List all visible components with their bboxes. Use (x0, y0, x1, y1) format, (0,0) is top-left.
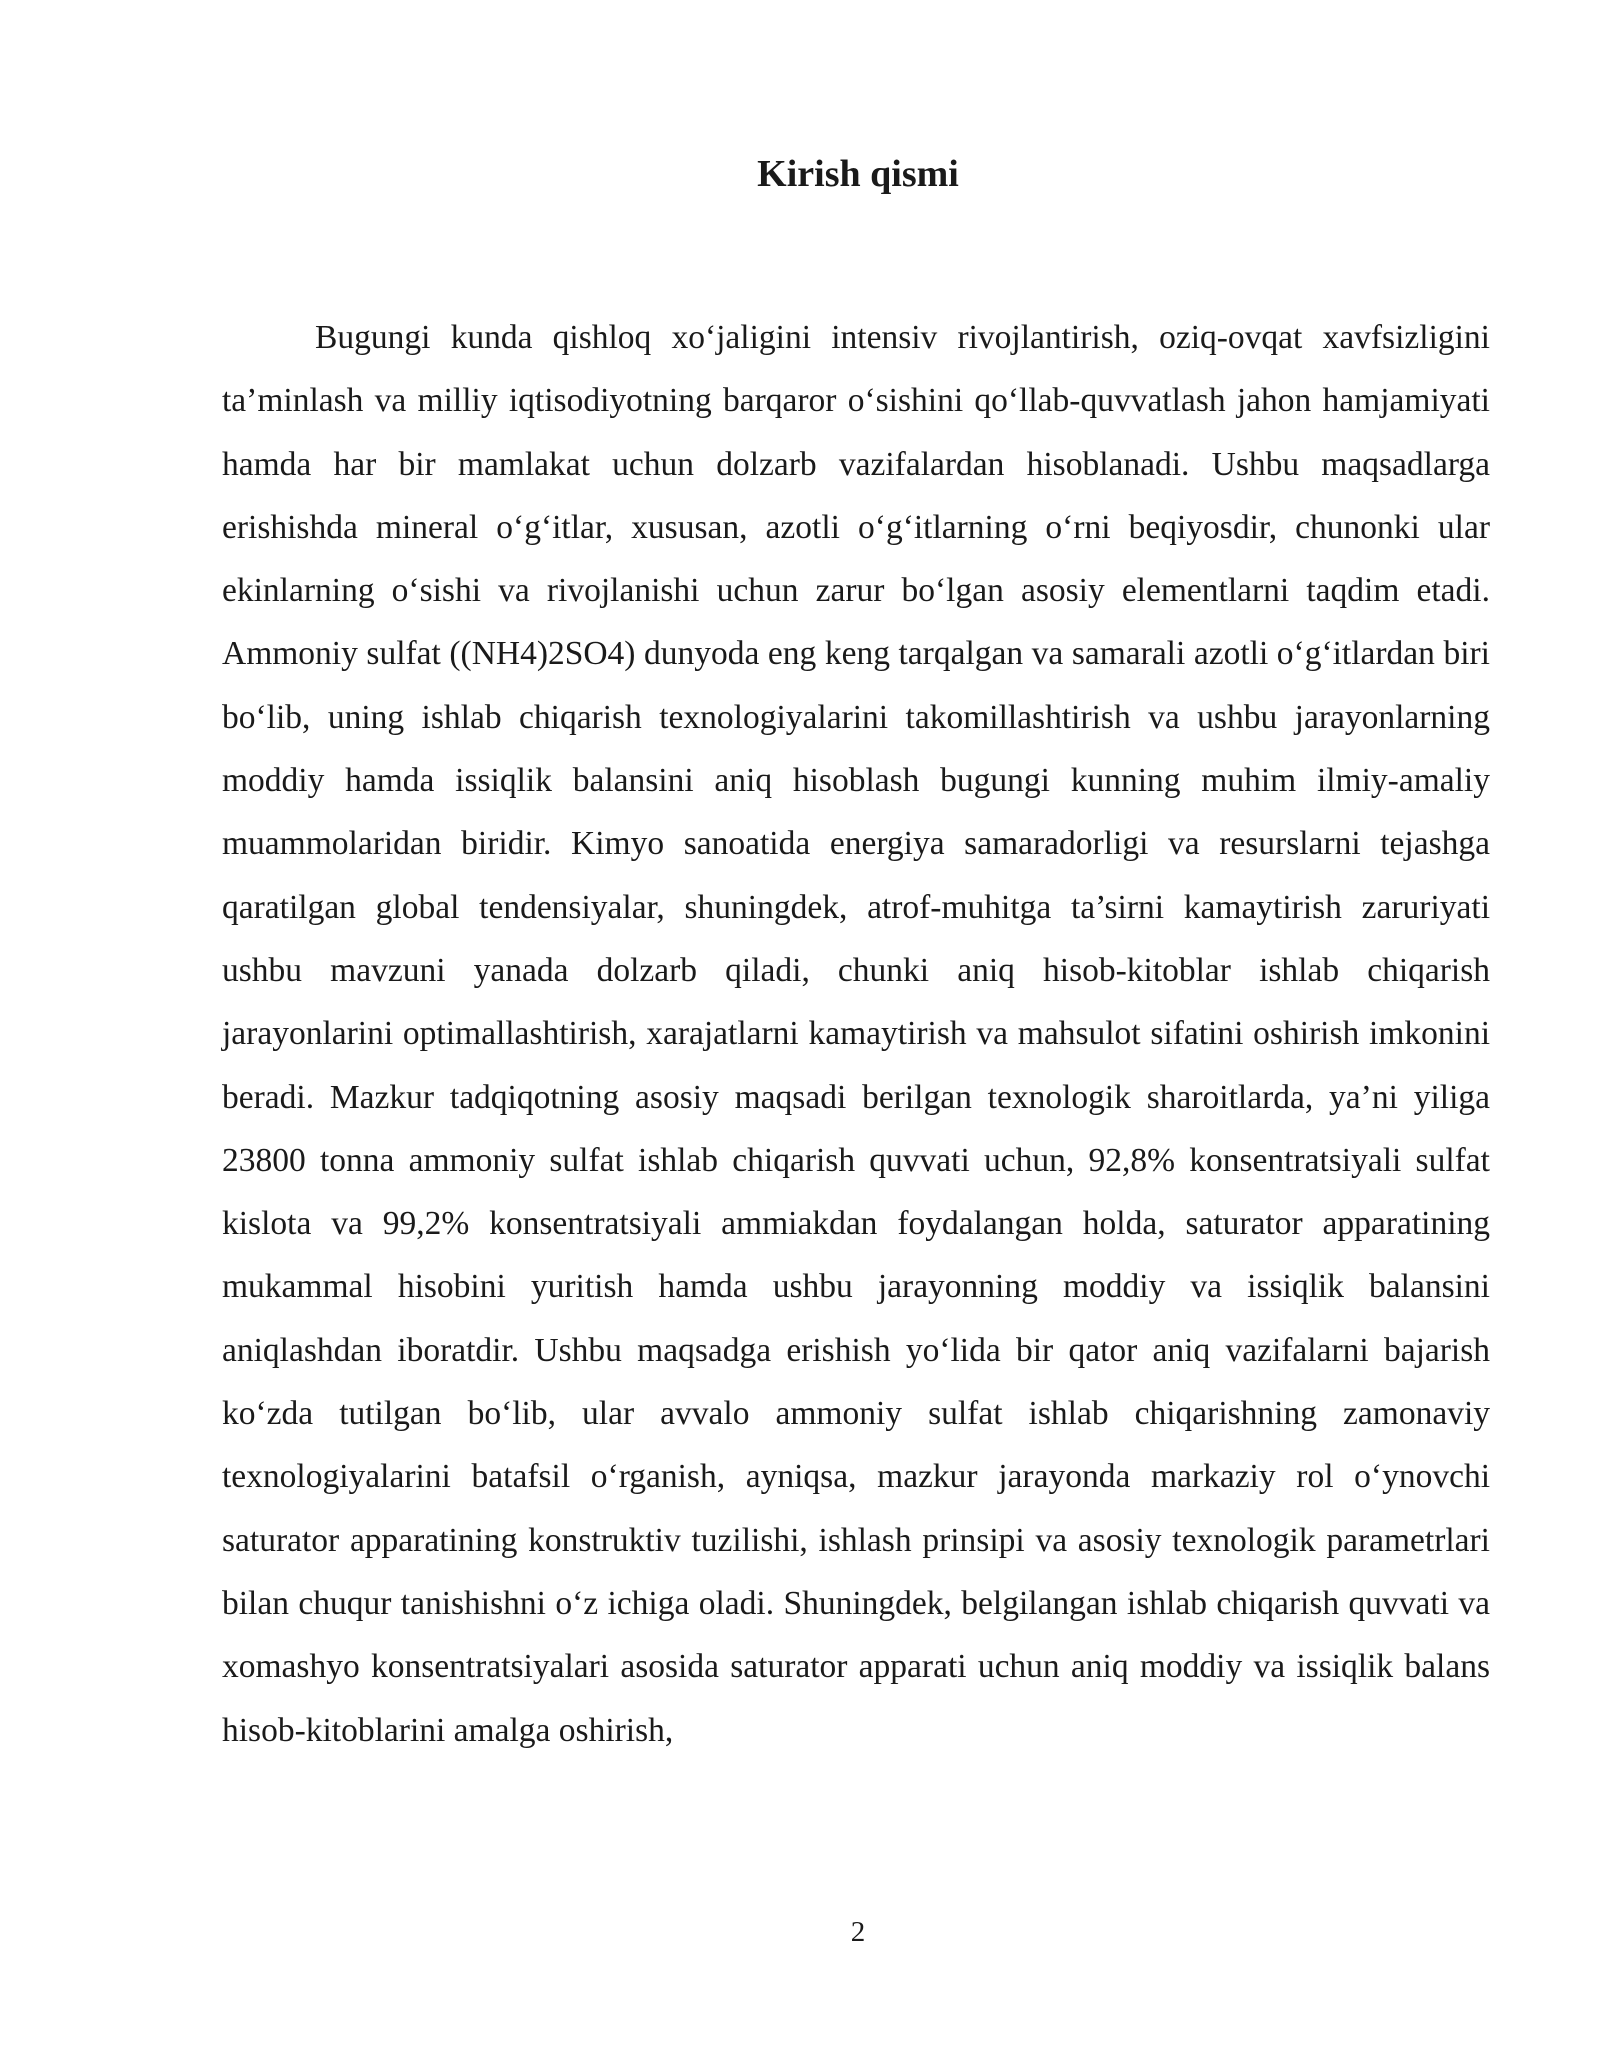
page-title: Kirish qismi (757, 153, 959, 195)
paragraph: Bugungi kunda qishloq xo‘jaligini intensiv rivojlantirish, oziq-ovqat xavfsizligini ta’minlash va milliy iqtisodiyotning barqaror o‘sishini qo‘llab-quvvatlash jahon hamjamiyati hamda har bir mamlakat uchun dolzarb vazifalardan hisoblanadi. Ushbu maqsadlarga erishishda mineral o‘g‘itlar, xususan, azotli o‘g‘itlarning o‘rni beqiyosdir, chunonki ular ekinlarning o‘sishi va rivojlanishi uchun zarur bo‘lgan asosiy elementlarni taqdim etadi. Ammoniy sulfat ((NH4)2SO4) dunyoda eng keng tarqalgan va samarali azotli o‘g‘itlardan biri bo‘lib, uning ishlab chiqarish texnologiyalarini takomillashtirish va ushbu jarayonlarning moddiy hamda issiqlik balansini aniq hisoblash bugungi kunning muhim ilmiy-amaliy muammolaridan biridir. Kimyo sanoatida energiya samaradorligi va resurslarni tejashga qaratilgan global tendensiyalar, shuningdek, atrof-muhitga ta’sirni kamaytirish zaruriyati ushbu mavzuni yanada dolzarb qiladi, chunki aniq hisob-kitoblar ishlab chiqarish jarayonlarini optimallashtirish, xarajatlarni kamaytirish va mahsulot sifatini oshirish imkonini beradi. Mazkur tadqiqotning asosiy maqsadi berilgan texnologik sharoitlarda, ya’ni yiliga 23800 tonna ammoniy sulfat ishlab chiqarish quvvati uchun, 92,8% konsentratsiyali sulfat kislota va 99,2% konsentratsiyali ammiakdan foydalangan holda, saturator apparatining mukammal hisobini yuritish hamda ushbu jarayonning moddiy va issiqlik balansini aniqlashdan iboratdir. Ushbu maqsadga erishish yo‘lida bir qator aniq vazifalarni bajarish ko‘zda tutilgan bo‘lib, ular avvalo ammoniy sulfat ishlab chiqarishning zamonaviy texnologiyalarini batafsil o‘rganish, ayniqsa, mazkur jarayonda markaziy rol o‘ynovchi saturator apparatining konstruktiv tuzilishi, ishlash prinsipi va asosiy texnologik parametrlari bilan chuqur tanishishni o‘z ichiga oladi. Shuningdek, belgilangan ishlab chiqarish quvvati va xomashyo konsentratsiyalari asosida saturator apparati uchun aniq moddiy va issiqlik balans hisob-kitoblarini amalga oshirish, (222, 319, 1490, 1749)
page-number: 2 (850, 1916, 866, 1948)
body-text (222, 306, 1490, 1762)
